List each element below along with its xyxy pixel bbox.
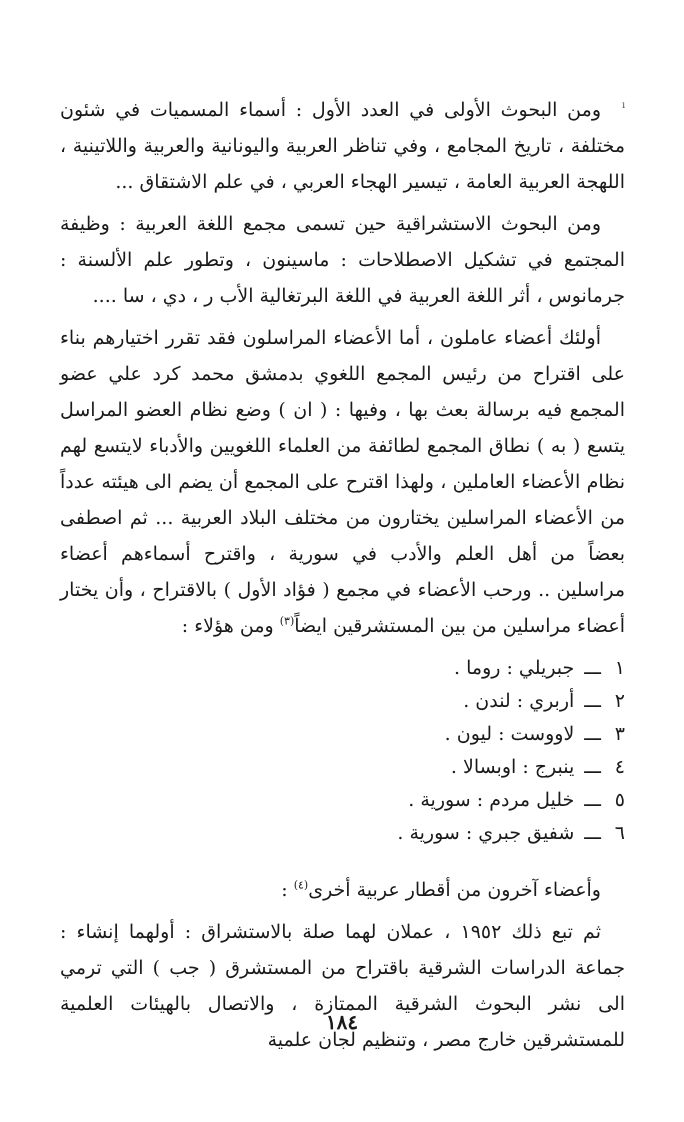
paragraph-3 (60, 320, 625, 644)
list-number: ٦ (614, 822, 625, 844)
list-text: جبريلي : روما . (454, 657, 575, 679)
list-dash: ـــ (584, 789, 601, 811)
list-item (60, 751, 625, 784)
list-dash: ـــ (584, 723, 601, 745)
list-text: ينبرج : اوبسالا . (450, 756, 575, 778)
page-number: ١٨٤ (325, 1010, 359, 1034)
list-text: لاووست : ليون . (444, 723, 575, 745)
paragraph-1: ومن البحوث الأولى في العدد الأول : أسماء المسميات في شئون مختلفة ، تاريخ المجامع ، وفي تناظر العربية واليونانية والعربية واللاتينية ، اللهجة العربية العامة ، تيسير الهجاء العربي ، في علم الاشتقاق ... (60, 99, 625, 193)
paragraph-3-text: أولئك أعضاء عاملون ، أما الأعضاء المراسلون فقد تقرر اختيارهم بناء على اقتراح من رئيس المجمع اللغوي بدمشق محمد كرد علي عضو المجمع فيه برسالة بعث بها ، وفيها : ( ان ) وضع نظام العضو المراسل يتسع ( به ) نطاق المجمع لطائفة من العلماء اللغويين والأدباء لايتسع لهم نظام الأعضاء العاملين ، ولهذا اقترح على المجمع أن يضم الى هيئته عدداً من الأعضاء المراسلين يختارون من مختلف البلاد العربية ... ثم اصطفى بعضاً من أهل العلم والأدب في سورية ، واقترح أسماءهم أعضاء مراسلين .. ورحب الأعضاء في مجمع ( فؤاد الأول ) بالاقتراح ، وأن يختار أعضاء مراسلين من بين المستشرقين ايضاً (60, 327, 625, 637)
paragraph-4 (60, 872, 625, 908)
footnote-marker-3: (٣) (279, 614, 295, 628)
list-item (60, 817, 625, 850)
margin-mark: ı (622, 100, 626, 111)
paragraph-5: ثم تبع ذلك ١٩٥٢ ، عملان لهما صلة بالاستشراق : أولهما إنشاء : جماعة الدراسات الشرقية باقتراح من المستشرق ( جب ) التي ترمي الى نشر البحوث الشرقية الممتازة ، والاتصال بالهيئات العلمية للمستشرقين خارج مصر ، وتنظيم لجان علمية (60, 921, 625, 1051)
list-number: ٤ (614, 756, 625, 778)
paragraph-2: ومن البحوث الاستشراقية حين تسمى مجمع اللغة العربية : وظيفة المجتمع في تشكيل الاصطلاحات : ماسينون ، وتطور علم الألسنة : جرمانوس ، أثر اللغة العربية في اللغة البرتغالية الأب ر ، دي ، سا .... (60, 213, 625, 307)
list-item (60, 652, 625, 685)
list-item (60, 685, 625, 718)
list-item (60, 784, 625, 817)
list-number: ٣ (614, 723, 625, 745)
list-text: شفيق جبري : سورية . (397, 822, 575, 844)
list-number: ٥ (614, 789, 625, 811)
paragraph-4-text: وأعضاء آخرون من أقطار عربية أخرى (308, 879, 601, 901)
list-text: خليل مردم : سورية . (408, 789, 575, 811)
paragraph-3-tail: ومن هؤلاء : (181, 615, 280, 637)
list-item (60, 718, 625, 751)
list-number: ١ (614, 657, 625, 679)
list-dash: ـــ (584, 822, 601, 844)
list-text: أربري : لندن . (463, 690, 575, 712)
paragraph-4-tail: : (281, 879, 294, 901)
list-dash: ـــ (584, 690, 601, 712)
members-list (60, 652, 625, 850)
list-dash: ـــ (584, 756, 601, 778)
footnote-marker-4: (٤) (293, 878, 309, 892)
list-dash: ـــ (584, 657, 601, 679)
list-number: ٢ (614, 690, 625, 712)
page-body (60, 92, 625, 1064)
